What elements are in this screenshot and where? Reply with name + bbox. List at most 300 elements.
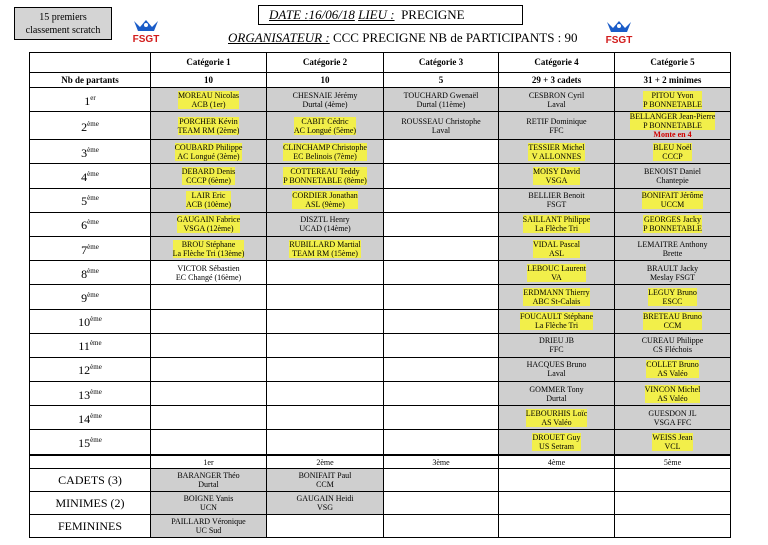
result-cell [499,164,615,188]
rank-number: 8 [81,266,88,281]
rank-number: 4 [81,169,88,184]
rank-number: 7 [81,242,88,257]
corner-cell [30,456,151,469]
result-cell [615,309,731,333]
result-cell [384,430,499,454]
rider-name: LAIR Eric [191,191,226,201]
rider-entry [292,191,358,209]
rank-number: 9 [81,290,88,305]
partants-label: Nb de partants [30,73,151,88]
rider-entry [648,288,697,306]
rank-number: 14 [78,411,91,426]
result-cell [151,88,267,112]
rank-cell [30,382,151,406]
rider-club: VSGA (12ème) [183,224,234,234]
rider-entry [539,336,574,354]
rider-name: PAILLARD Véronique [171,517,246,526]
rider-club: VA [551,272,562,282]
rider-club: AS Valéo [657,393,688,403]
rider-club: FFC [549,125,564,135]
rider-entry [653,143,691,161]
rank-cell [30,140,151,164]
rider-entry [643,91,702,109]
result-cell [499,140,615,164]
rider-entry [638,240,708,258]
rank-cell [30,112,151,140]
youth-cell [615,492,731,515]
youth-cell [384,515,499,538]
youth-cell [499,469,615,492]
rider-entry [186,191,231,209]
rank-suffix: ème [87,119,99,128]
rank-cell [30,406,151,430]
category-header-row [30,53,731,73]
result-cell [615,212,731,236]
youth-cell [151,492,267,515]
rider-entry [283,167,367,185]
result-cell [499,406,615,430]
rider-entry [523,288,589,306]
partants-count: 31 + 2 minimes [615,73,731,88]
rider-entry [529,91,584,109]
category-header: Catégorie 4 [499,53,615,73]
rider-name: GOMMER Tony [529,384,584,394]
rider-club: CCM [316,480,334,489]
result-cell [267,112,384,140]
table-row [30,261,731,285]
result-cell [384,261,499,285]
rider-name: LEGUY Bruno [648,287,697,297]
rider-name: SAILLANT Philippe [522,215,591,225]
rider-name: MOISY David [532,166,581,176]
rider-entry [526,409,588,427]
rider-name: LEMAITRE Anthony [637,239,708,249]
rank-suffix: ème [87,194,99,203]
rider-entry [523,215,591,233]
rider-name: ERDMANN Thierry [523,287,590,297]
result-cell [151,357,267,381]
rider-club: VSG [316,503,333,512]
result-cell [151,112,267,140]
rider-name: FOUCAULT Stéphane [519,312,594,322]
result-cell [151,188,267,212]
rider-club: TEAM RM (15ème) [292,248,358,258]
rider-club: EC Changé (16ème) [175,272,242,282]
rider-name: RETIF Dominique [526,116,587,126]
rider-entry [528,143,584,161]
places-header-row [30,456,731,469]
fsgt-logo-icon [604,18,634,46]
rank-number: 3 [81,145,88,160]
rider-entry [401,117,480,135]
rider-entry [299,215,350,233]
rank-number: 10 [78,315,91,330]
rank-suffix: ème [87,290,99,299]
result-cell [267,212,384,236]
rider-club: EC Belinois (7ème) [293,151,357,161]
rider-club: ABC St-Calais [532,296,581,306]
youth-row [30,469,731,492]
youth-cell [267,492,384,515]
rider-entry [644,167,701,185]
rider-name: CESBRON Cyril [528,90,585,100]
result-cell [615,261,731,285]
rank-cell [30,430,151,454]
rider-name: GEORGES Jacky [643,215,702,225]
table-row [30,140,731,164]
rider-club: UCN [200,503,217,512]
rider-name: COTTEREAU Teddy [290,166,360,176]
result-cell [151,164,267,188]
rider-entry [652,433,692,451]
result-cell [384,112,499,140]
rank-number: 6 [81,218,88,233]
rank-suffix: ème [87,169,99,178]
rider-name: TESSIER Michel [528,142,585,152]
rider-name: WEISS Jean [652,433,693,443]
result-cell [384,212,499,236]
rider-club: CCCP [662,151,683,161]
rider-name: GAUGAIN Fabrice [176,215,241,225]
result-cell [267,140,384,164]
rider-name: BLEU Noël [653,142,692,152]
result-cell [151,430,267,454]
result-cell [384,285,499,309]
rider-club: CCCP (6ème) [186,175,231,185]
result-cell [267,333,384,357]
result-cell [615,357,731,381]
rider-club: CS Fléchois [653,345,692,355]
rider-club: UC Sud [195,526,222,535]
organisateur-value: CCC PRECIGNE NB de PARTICIPANTS : 90 [332,30,578,45]
rider-entry [647,264,698,282]
rider-name: HACQUES Bruno [526,360,587,370]
rider-entry [289,240,360,258]
logo-text-right: FSGT [605,35,633,46]
rider-name: TOUCHARD Gwenaël [403,90,479,100]
youth-cell [499,492,615,515]
result-cell [384,382,499,406]
result-cell [499,333,615,357]
rider-name: COUBARD Philippe [174,142,243,152]
place-header: 3ème [384,456,499,469]
rider-name: DROUET Guy [532,433,581,443]
rider-club: AS Valéo [657,369,688,379]
rider-club: FSGT [546,200,567,210]
rider-club: ASL [548,248,565,258]
rider-club: P BONNETABLE (8ème) [283,175,367,185]
rank-number: 15 [78,436,91,451]
rider-name: PITOU Yvon [651,90,694,100]
table-row [30,406,731,430]
result-cell [499,285,615,309]
rider-name: CUREAU Philippe [641,336,704,346]
partants-count: 5 [384,73,499,88]
rider-name: BONIFAIT Jérôme [641,191,704,201]
organisateur-label: ORGANISATEUR : [228,30,330,45]
rider-name: CHESNAIE Jérémy [292,90,358,100]
lieu-value: PRECIGNE [401,7,465,22]
rider-entry [642,336,704,354]
result-cell [384,164,499,188]
result-cell [499,261,615,285]
rider-name: COLLET Bruno [646,360,699,370]
result-cell [499,382,615,406]
rider-entry [646,360,699,378]
result-cell [615,188,731,212]
result-cell [151,261,267,285]
rank-suffix: ème [87,242,99,251]
youth-cell [499,515,615,538]
rider-name: BRETEAU Bruno [643,312,702,322]
rider-name: BELLIER Benoit [528,191,585,201]
rider-club: P BONNETABLE [643,99,702,109]
result-cell [384,406,499,430]
table-row [30,382,731,406]
date-lieu-box [258,5,523,25]
rider-club: ASL (9ème) [305,200,345,210]
table-row [30,333,731,357]
scratch-note-line2: classement scratch [25,25,101,36]
rider-club: Laval [547,99,566,109]
rank-suffix: ème [90,411,102,420]
rider-name: RUBILLARD Martial [289,239,361,249]
rider-name: BENOIST Daniel [644,166,701,176]
result-cell [267,309,384,333]
rider-name: DRIEU JB [539,336,574,346]
rider-entry [294,117,356,135]
result-cell [267,164,384,188]
rider-entry [643,215,702,233]
rider-entry [178,117,240,135]
rank-suffix: ème [90,315,102,324]
results-table [29,52,731,455]
partants-count: 29 + 3 cadets [499,73,615,88]
rider-entry [175,143,243,161]
result-cell [384,333,499,357]
table-row [30,309,731,333]
rider-entry [527,360,587,378]
rank-cell [30,309,151,333]
rider-name: GUESDON JL [648,408,697,418]
result-cell [615,236,731,260]
rider-club: FFC [549,345,564,355]
result-cell [267,430,384,454]
result-cell [615,88,731,112]
youth-cell [151,469,267,492]
result-cell [267,285,384,309]
rider-club: La Flèche Tri (13ème) [172,248,245,258]
rank-number: 11 [78,339,90,354]
logo-text-left: FSGT [132,34,160,45]
rider-name: DEBARD Denis [181,166,236,176]
rider-club: VSGA FFC [653,417,692,427]
table-row [30,236,731,260]
result-cell [615,285,731,309]
result-cell [615,140,731,164]
rider-entry [630,112,716,130]
partants-row [30,73,731,88]
rider-name: BOIGNE Yanis [183,494,234,503]
rank-cell [30,212,151,236]
rider-club: AS Valéo [541,417,572,427]
result-cell [151,212,267,236]
rider-name: VIDAL Pascal [532,239,581,249]
rank-number: 13 [78,387,91,402]
result-cell [384,88,499,112]
table-row [30,430,731,454]
place-header: 1er [151,456,267,469]
result-cell [151,236,267,260]
table-row [30,164,731,188]
rank-suffix: ème [87,145,99,154]
youth-row [30,492,731,515]
scratch-note-box [14,7,112,40]
rider-name: CLINCHAMP Christophe [283,142,367,152]
lieu-label: LIEU : [358,7,395,22]
rider-entry [642,191,704,209]
table-row [30,188,731,212]
place-header: 2ème [267,456,384,469]
result-cell [615,164,731,188]
result-cell [384,309,499,333]
rider-club: ESCC [662,296,683,306]
scratch-note-line1: 15 premiers [39,12,87,23]
rider-name: GAUGAIN Heidi [296,494,354,503]
youth-label: FEMININES [30,515,151,538]
rank-cell [30,333,151,357]
organisateur-line [228,30,578,46]
rider-club: TEAM RM (2ème) [177,125,240,135]
youth-cell [384,492,499,515]
rider-club: ACB (10ème) [185,200,232,210]
rank-suffix: ème [87,218,99,227]
rider-entry [527,264,586,282]
youth-cell [267,469,384,492]
youth-row [30,515,731,538]
result-cell [615,382,731,406]
rider-club: US Setram [539,442,574,452]
result-cell [151,309,267,333]
category-header: Catégorie 2 [267,53,384,73]
rider-entry [293,91,358,109]
rank-suffix: ème [90,436,102,445]
result-cell [615,406,731,430]
rider-name: BRAULT Jacky [646,263,699,273]
table-row [30,212,731,236]
result-cell [499,112,615,140]
rider-club: Durtal [198,480,219,489]
rider-club: V ALLONNES [531,151,582,161]
rider-entry [404,91,479,109]
result-cell [499,309,615,333]
rider-name: BELLANGER Jean-Pierre [629,112,716,122]
rider-club: P BONNETABLE [643,224,702,234]
youth-cell [267,515,384,538]
result-cell [151,333,267,357]
rank-cell [30,164,151,188]
rider-club: Durtal (4ème) [302,99,348,109]
rider-club: UCCM [660,200,685,210]
fsgt-logo-icon [131,17,161,45]
rank-cell [30,261,151,285]
result-cell [267,261,384,285]
partants-count: 10 [267,73,384,88]
table-row [30,88,731,112]
rank-cell [30,285,151,309]
result-cell [384,188,499,212]
category-header: Catégorie 1 [151,53,267,73]
rider-club: Durtal (11ème) [416,99,466,109]
rider-entry [182,167,236,185]
table-row [30,285,731,309]
rider-club: Laval [431,125,451,135]
rank-number: 1 [84,93,91,108]
rider-name: VICTOR Sébastien [177,263,240,273]
result-cell [267,88,384,112]
rider-name: CORDIER Jonathan [292,191,358,201]
rider-club: UCAD (14ème) [299,224,351,234]
result-cell [499,357,615,381]
rider-note: Monte en 4 [653,130,692,140]
rider-club: La Flèche Tri [534,224,579,234]
rider-club: Durtal [546,393,567,403]
result-cell [267,188,384,212]
rider-name: CABIT Cédric [301,116,349,126]
result-cell [615,333,731,357]
rank-suffix: ème [87,266,99,275]
result-cell [384,236,499,260]
result-cell [499,430,615,454]
rank-cell [30,188,151,212]
rank-cell [30,357,151,381]
rider-entry [643,312,702,330]
rank-number: 12 [78,363,91,378]
table-row [30,357,731,381]
rider-entry [178,91,239,109]
rider-name: BONIFAIT Paul [298,471,352,480]
rider-club: P BONNETABLE [643,121,702,131]
result-cell [384,140,499,164]
rank-suffix: ème [89,339,102,348]
youth-cell [384,469,499,492]
date-label: DATE : [269,7,309,22]
result-cell [267,236,384,260]
category-header: Catégorie 5 [615,53,731,73]
rider-name: ROUSSEAU Christophe [401,116,481,126]
rider-entry [645,385,701,403]
rider-entry [526,117,586,135]
rider-name: BARANGER Théo [177,471,240,480]
partants-count: 10 [151,73,267,88]
result-cell [615,112,731,140]
youth-table [29,455,731,538]
rider-entry [283,143,367,161]
rider-entry [176,264,241,282]
rider-entry [173,240,245,258]
result-cell [499,236,615,260]
result-cell [151,406,267,430]
result-cell [615,430,731,454]
rider-club: AC Longué (5ème) [293,125,357,135]
result-cell [151,140,267,164]
result-cell [151,382,267,406]
rider-entry [520,312,593,330]
rider-entry [533,167,580,185]
rider-name: DISZTL Henry [300,215,350,225]
corner-cell [30,53,151,73]
rank-number: 5 [81,194,88,209]
